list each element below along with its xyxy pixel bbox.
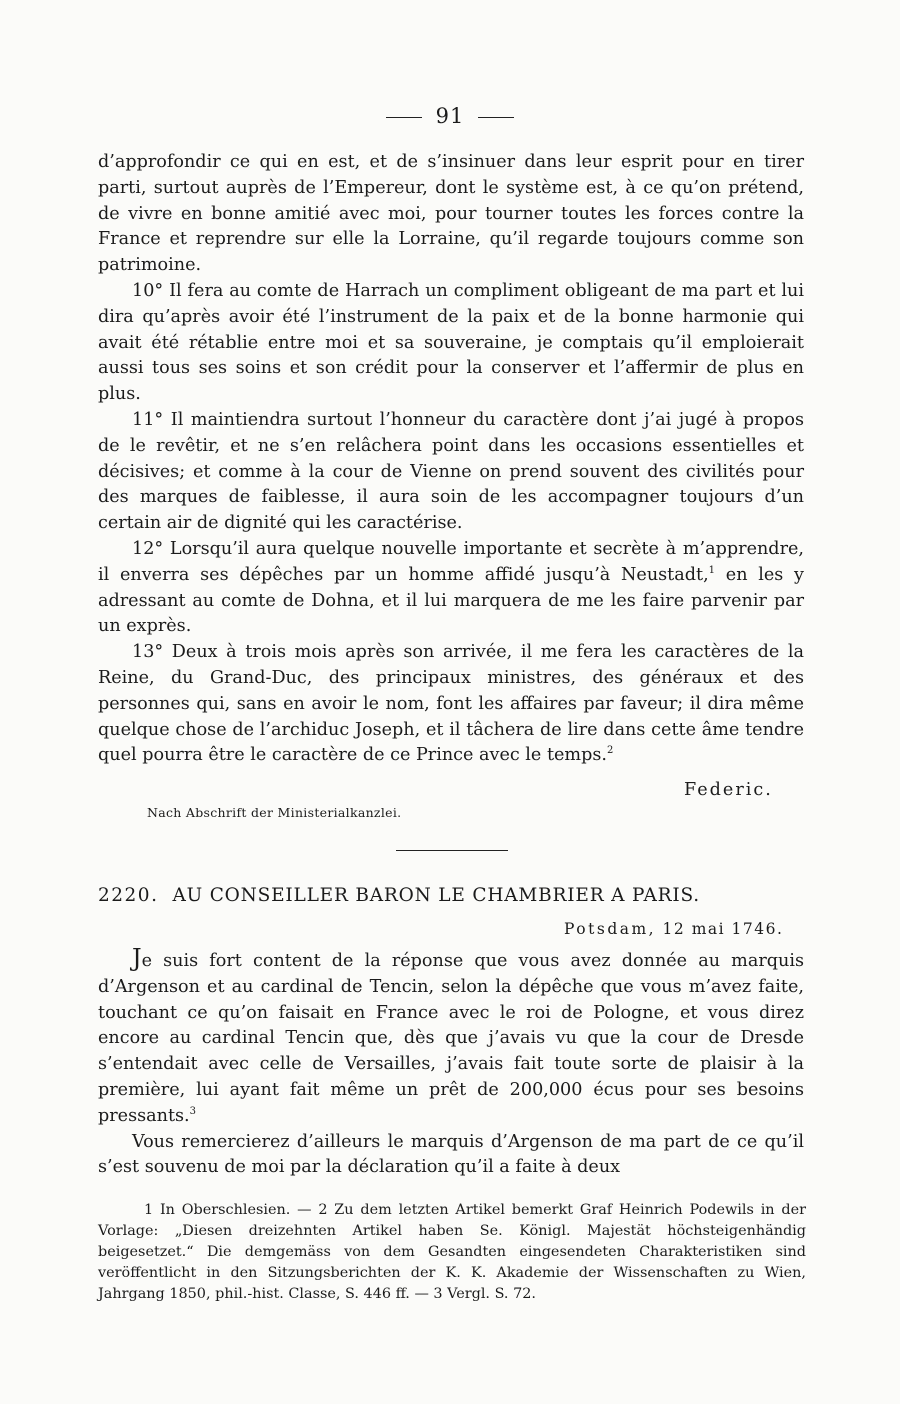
- page-number-value: 91: [435, 104, 465, 128]
- source-note: Nach Abschrift der Ministerialkanzlei.: [147, 805, 402, 820]
- letter-paragraph-1: [98, 946, 804, 1130]
- section-separator: [396, 850, 508, 851]
- page-number: [0, 104, 900, 128]
- signature: Federic.: [684, 780, 773, 800]
- footnotes-text: 1 In Oberschlesien. — 2 Zu dem letzten Artikel bemerkt Graf Heinrich Podewils in der Vorlage: „Diesen dreizehnten Artikel haben Se. Königl. Majestät höchsteigenhändig beigesetzet.“ Die demgemäss von dem Gesandten eingesendeten Charakteristiken sind veröffentlicht in den Sitzungsberichten der K. K. Akademie der Wissenschaften zu Wien, Jahrgang 1850, phil.-hist. Classe, S. 446 ff. — 3 Vergl. S. 72.: [98, 1202, 806, 1302]
- letter-title: AU CONSEILLER BARON LE CHAMBRIER A PARIS.: [172, 885, 700, 906]
- letter-dateline: [564, 920, 783, 938]
- dropcap: J: [132, 944, 142, 972]
- paragraph-article-10: 10° Il fera au comte de Harrach un compliment obligeant de ma part et lui dira qu’après avoir été l’instrument de la paix et de la bonne harmonie qui avait été rétablie entre moi et sa souveraine, je comptais qu’il emploierait aussi tous ses soins et son crédit pour la conserver et l’affermir de plus en plus.: [98, 280, 804, 405]
- footnotes: [98, 1200, 806, 1305]
- page-number-dash-right: [478, 117, 514, 118]
- page-number-dash-left: [386, 117, 422, 118]
- footnote-ref-3[interactable]: 3: [189, 1105, 197, 1117]
- paragraph-article-13: [98, 640, 804, 769]
- paragraph-article-11: 11° Il maintiendra surtout l’honneur du caractère dont j’ai jugé à propos de le revêtir, et ne s’en relâchera point dans les occasions essentielles et décisives; et comme à la cour de Vienne on prend souvent des civilités pour des marques de faiblesse, il aura soin de les accompagner toujours d’un certain air de dignité qui les caractérise.: [98, 409, 804, 534]
- body-text-letter: [98, 946, 804, 1181]
- letter-paragraph-2: Vous remercierez d’ailleurs le marquis d’Argenson de ma part de ce qu’il s’est souvenu de moi par la déclaration qu’il a faite à deux: [98, 1131, 804, 1178]
- letter-number: 2220.: [98, 885, 159, 906]
- footnote-ref-1[interactable]: 1: [708, 564, 716, 576]
- paragraph-article-12: [98, 537, 804, 640]
- paragraph-continuation: d’approfondir ce qui en est, et de s’insinuer dans leur esprit pour en tirer parti, surtout auprès de l’Empereur, dont le système est, à ce qu’on prétend, de vivre en bonne amitié avec moi, pour tourner toutes les forces contre la France et reprendre sur elle la Lorraine, qu’il regarde toujours comme son patrimoine.: [98, 152, 804, 276]
- footnote-ref-2[interactable]: 2: [607, 745, 614, 757]
- letter-place: Potsdam,: [564, 920, 657, 938]
- body-text-top: [98, 150, 804, 769]
- letter-date: 12 mai 1746.: [662, 920, 784, 938]
- article-13-text: 13° Deux à trois mois après son arrivée, il me fera les caractères de la Reine, du Grand-Duc, des principaux ministres, des généraux et des personnes qui, sans en avoir le nom, font les affaires par faveur; il dira même quelque chose de l’archiduc Joseph, et il tâchera de lire dans cette âme tendre quel pourra être le caractère de ce Prince avec le temps.: [98, 642, 804, 766]
- article-12-part1: 12° Lorsqu’il aura quelque nouvelle importante et secrète à m’apprendre, il enverra ses dépêches par un homme affidé jusqu’à Neustadt,: [98, 538, 804, 585]
- letter-heading: [98, 885, 808, 906]
- article-12-part2: en les y adressant au comte de Dohna, et il lui marquera de me les faire parvenir par un exprès.: [98, 564, 804, 637]
- letter-paragraph-1-text: e suis fort content de la réponse que vous avez donnée au marquis d’Argenson et au cardinal de Tencin, selon la dépêche que vous m’avez faite, touchant ce qu’on faisait en France avec le roi de Pologne, et vous direz encore au cardinal Tencin que, dès que j’avais vu que la cour de Dresde s’entendait avec celle de Versailles, j’avais fait toute sorte de plaisir à la première, lui ayant fait même un prêt de 200,000 écus pour ses besoins pressants.: [98, 951, 804, 1126]
